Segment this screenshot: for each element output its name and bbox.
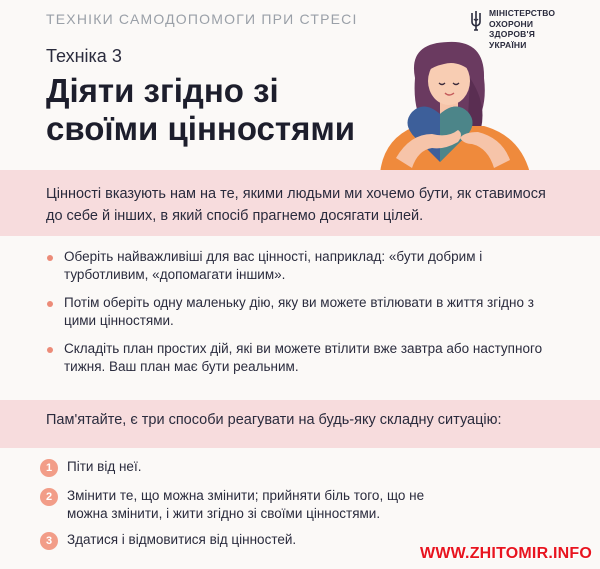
- step-text: Здатися і відмовитися від цінностей.: [67, 532, 297, 547]
- step-item: [40, 458, 460, 477]
- woman-hugging-heart-illustration: [360, 38, 570, 173]
- step-text: Змінити те, що можна змінити; прийняти біль того, що не можна змінити, і жити згідно зі своїми цінностями.: [67, 488, 425, 521]
- list-item-text: Складіть план простих дій, які ви можете втілити вже завтра або наступного тижня. Ваш план має бути реальним.: [64, 341, 543, 374]
- ministry-line: ОХОРОНИ: [489, 18, 534, 29]
- page-title: Діяти згідно зі своїми цінностями: [46, 72, 356, 147]
- step-number-badge: 3: [40, 532, 58, 550]
- step-number-badge: 1: [40, 459, 58, 477]
- ministry-line: МІНІСТЕРСТВО: [489, 8, 556, 18]
- bullet-list: [46, 248, 566, 386]
- list-item: [46, 294, 566, 330]
- list-item: [46, 248, 566, 284]
- bullet-dot-icon: [47, 255, 53, 261]
- ministry-line: ЗДОРОВ'Я: [489, 29, 536, 39]
- list-item-text: Потім оберіть одну маленьку дію, яку ви можете втілювати в життя згідно з цими цінностями.: [64, 295, 534, 328]
- step-item: [40, 531, 460, 550]
- intro-text: Цінності вказують нам на те, якими людьми ми хочемо бути, як ставимося до себе й інших, в який спосіб прагнемо досягати цілей.: [46, 186, 546, 224]
- step-text: Піти від неї.: [67, 459, 142, 474]
- bullet-dot-icon: [47, 301, 53, 307]
- header-kicker: ТЕХНІКИ САМОДОПОМОГИ ПРИ СТРЕСІ: [46, 11, 358, 27]
- list-item-text: Оберіть найважливіші для вас цінності, наприклад: «бути добрим і турботливим, «допомагати іншим».: [64, 249, 483, 282]
- ministry-line: УКРАЇНИ: [489, 39, 527, 50]
- site-watermark: WWW.ZHITOMIR.INFO: [420, 545, 592, 562]
- technique-label: Техніка 3: [46, 46, 122, 66]
- steps-list: [40, 458, 460, 558]
- step-item: [40, 487, 460, 523]
- trident-emblem-icon: [469, 10, 483, 32]
- step-number-badge: 2: [40, 488, 58, 506]
- list-item: [46, 340, 566, 376]
- bullet-dot-icon: [47, 347, 53, 353]
- reminder-text: Пам'ятайте, є три способи реагувати на будь-яку складну ситуацію:: [46, 412, 502, 428]
